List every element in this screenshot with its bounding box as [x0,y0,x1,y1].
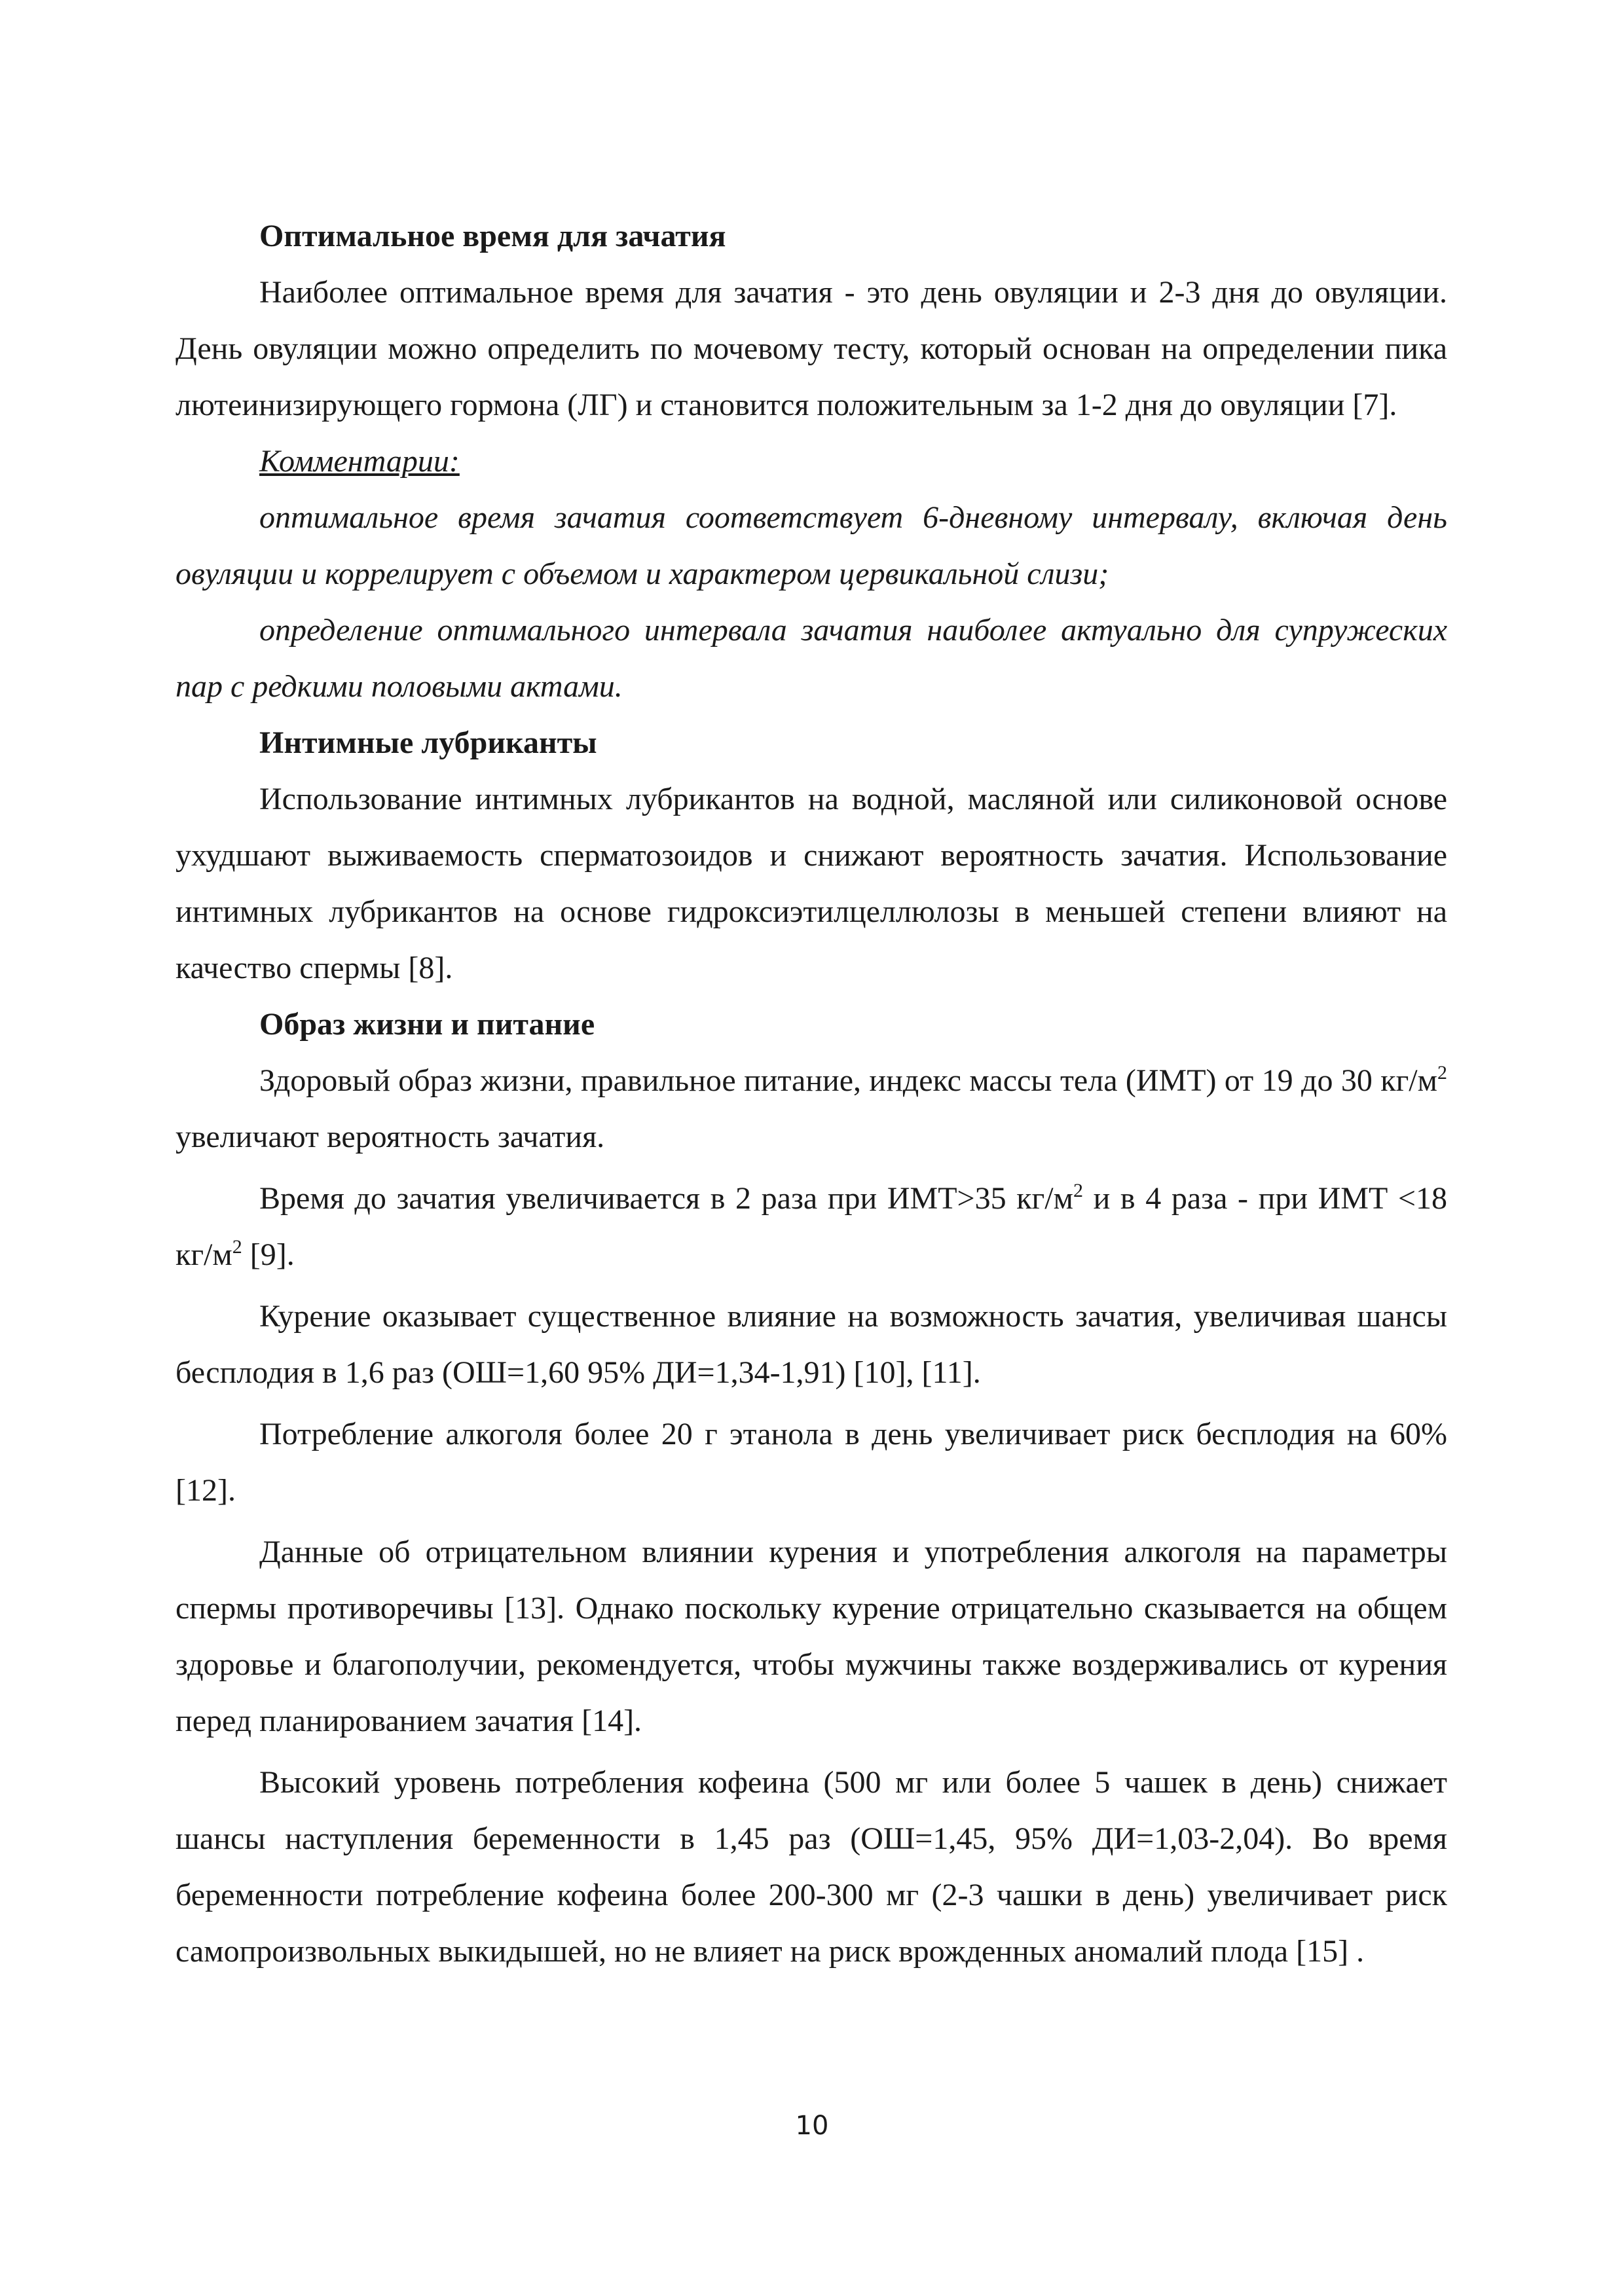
paragraph-ovulation: Наиболее оптимальное время для зачатия - это день овуляции и 2-3 дня до овуляции. День овуляции можно определить по мочевому тесту, который основан на определении пика лютеинизирующего гормона (ЛГ) и становится положительным за 1-2 дня до овуляции [7]. [175,275,1447,422]
paragraph-bmi [175,1053,1447,1165]
paragraph-caffeine: Высокий уровень потребления кофеина (500 мг или более 5 чашек в день) снижает шансы наступления беременности в 1,45 раз (ОШ=1,45, 95% ДИ=1,03-2,04). Во время беременности потребление кофеина более 200-300 мг (2-3 чашки в день) увеличивает риск самопроизвольных выкидышей, но не влияет на риск врожденных аномалий плода [15] . [175,1765,1447,1969]
paragraph-time-text-mid: и в 4 раза - при ИМТ <18 кг/м [175,1181,1447,1272]
paragraph-time-to-conception [175,1171,1447,1283]
section-heading-lifestyle: Образ жизни и питание [259,1007,595,1042]
page-number: 10 [795,2111,829,2141]
comments-title: Комментарии: [259,444,460,479]
paragraph-alcohol: Потребление алкоголя более 20 г этанола в день увеличивает риск бесплодия на 60% [12]. [175,1417,1447,1508]
paragraph-time-text-end: [9]. [242,1237,295,1272]
paragraph-bmi-text: Здоровый образ жизни, правильное питание, индекс массы тела (ИМТ) от 19 до 30 кг/м [259,1063,1437,1098]
comment-optimal-interval: оптимальное время зачатия соответствует 6-дневному интервалу, включая день овуляции и коррелирует с объемом и характером цервикальной слизи; [175,500,1447,591]
superscript: 2 [1437,1062,1447,1084]
paragraph-bmi-text-end: увеличают вероятность зачатия. [175,1120,605,1154]
document-page [175,208,1447,1980]
section-heading-lubricants: Интимные лубриканты [259,725,597,760]
paragraph-lubricants: Использование интимных лубрикантов на водной, масляной или силиконовой основе ухудшают выживаемость сперматозоидов и снижают вероятность зачатия. Использование интимных лубрикантов на основе гидроксиэтилцеллюлозы в меньшей степени влияют на качество спермы [8]. [175,782,1447,985]
superscript: 2 [1073,1180,1083,1201]
superscript: 2 [232,1236,242,1258]
section-heading-conception-time: Оптимальное время для зачатия [259,219,726,253]
paragraph-sperm-parameters: Данные об отрицательном влиянии курения и употребления алкоголя на параметры спермы противоречивы [13]. Однако поскольку курение отрицательно сказывается на общем здоровье и благополучии, рекомендуется, чтобы мужчины также воздерживались от курения перед планированием зачатия [14]. [175,1535,1447,1738]
paragraph-smoking: Курение оказывает существенное влияние на возможность зачатия, увеличивая шансы бесплодия в 1,6 раз (ОШ=1,60 95% ДИ=1,34-1,91) [10], [11]. [175,1299,1447,1390]
comment-couples: определение оптимального интервала зачатия наиболее актуально для супружеских пар с редкими половыми актами. [175,613,1447,704]
paragraph-time-text: Время до зачатия увеличивается в 2 раза при ИМТ>35 кг/м [259,1181,1073,1216]
